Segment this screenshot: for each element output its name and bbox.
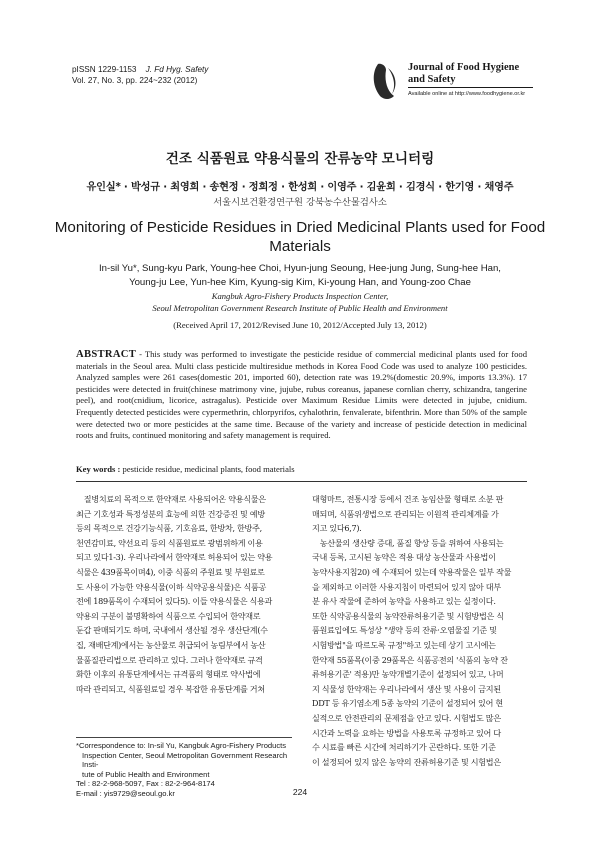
body-text-line: 품원료입에도 특성상 "생약 등의 잔류·오염물질 기준 및 <box>312 625 497 636</box>
affiliation-english <box>60 291 540 314</box>
body-text-line: 농산물의 생산량 증대, 품질 향상 등을 위하여 사용되는 <box>312 537 504 548</box>
body-text-line: 국내 등록, 고시된 농약은 적용 대상 농산물과 사용법이 <box>312 552 496 563</box>
footnote-line: E-mail : yis9729@seoul.go.kr <box>76 788 175 798</box>
logo-divider <box>408 87 533 88</box>
logo-title-line2: and Safety <box>408 74 456 85</box>
body-text-line: 집, 재배단계)에서는 농산물로 취급되어 농림부에서 농산 <box>76 639 266 650</box>
authors-english <box>60 262 540 290</box>
received-dates: (Received April 17, 2012/Revised June 10, 2012/Accepted July 13, 2012) <box>173 320 427 330</box>
affiliation-korean: 서울시보건환경연구원 강북농수산물검사소 <box>213 197 387 208</box>
footnote-line: Inspection Center, Seoul Metropolitan Government Research Insti- <box>82 750 288 770</box>
body-text-line: 또한 식약공용식물의 농약잔류허용기준 및 시험방법은 식 <box>312 610 504 621</box>
keywords-text: pesticide residue, medicinal plants, food materials <box>120 464 295 474</box>
title-korean: 건조 식품원료 약용식물의 잔류농약 모니터링 <box>165 151 435 167</box>
affiliation-english-line2: Seoul Metropolitan Government Research Institute of Public Health and Environment <box>152 302 448 313</box>
footnote-line: *Correspondence to: In-sil Yu, Kangbuk Agro-Fishery Products <box>76 741 287 750</box>
body-text-line: 이 설정되어 있지 않은 농약의 잔류허용기준 및 시험법은 <box>312 756 501 767</box>
body-text-line: 매되며, 식품위생법으로 관리되는 이원적 관리체계를 가 <box>312 508 499 519</box>
body-text-line: 전에 189품목이 수재되어 있다5). 이들 약용식물은 식용과 <box>76 596 273 607</box>
body-text-line: 둔갑 판매되기도 하며, 국내에서 생산될 경우 생산단계(수 <box>76 625 268 636</box>
body-column-right <box>312 492 528 769</box>
body-text-line: 류허용기준' 적용)만 농약개별기준이 설정되어 있고, 나머 <box>312 669 504 680</box>
authors-english-line2: Young-ju Lee, Yun-hee Kim, Kyung-sig Kim, Ki-young Han, and Young-zoo Chae <box>129 277 471 288</box>
volume-line: Vol. 27, No. 3, pp. 224~232 (2012) <box>72 76 198 85</box>
abstract <box>76 349 527 442</box>
body-text-line: 등의 목적으로 건강기능식품, 기호음료, 한방차, 한방주, <box>76 523 262 534</box>
title-english: Monitoring of Pesticide Residues in Dried Medicinal Plants used for Food Materials <box>54 219 546 255</box>
body-text-line: 식물은 439품목이며4), 이중 식품의 주원료 및 부원료로 <box>76 566 265 577</box>
footnote-line: Tel : 82-2-968-5097, Fax : 82-2-964-8174 <box>76 779 215 789</box>
body-text-line: 따라 관리되고, 식품원료일 경우 복잡한 유통단계를 거쳐 <box>76 683 265 694</box>
footnote-line: tute of Public Health and Environment <box>82 769 210 779</box>
body-text-line: 수 시료를 빠른 시간에 처리하기가 곤란하다. 또한 기준 <box>312 742 496 753</box>
body-text-line: DDT 등 유기염소계 5종 농약의 기준이 설정되어 있어 현 <box>312 698 503 709</box>
abstract-text: - This study was performed to investigate the pesticide residue of commercial medicinal plants used for food materials in the Seoul area. Multi class pesticide multiresidue methods in Korea Food Code was used to analyze 100 pesticides. Analyzed samples were 261 cases(domestic 201, imported 60), detection rate was 19.2%(domestic 20.9%, imports 13.3%). 17 pesticides were detected in fruit(chinese matrimony vine, jujube, rubus coreanus, japanese cornlian cherry, schizandra, tangerine peel), and root(cnidium, licorice, astragalus). Pesticide over Maximum Residue Limits were detected in jujube, cnidium. Frequently detected pesticides were cypermethrin, chlorpyrifos, cyhalothrin, fenvalerate, bifenthrin. More than 50% of the sample were detected two or more pesticides at the same time. Because of the variety and increase of pesticide detection in medicinal roots and fruits, continued monitoring and safety management is required. <box>76 349 527 441</box>
body-text-line: 도 사용이 가능한 약용식물(이하 식약공용식물)은 식품공 <box>76 581 267 592</box>
body-text-line: 화한 이후의 유통단계에서는 규격품의 형태로 약사법에 <box>76 669 261 680</box>
journal-citation-header <box>72 64 208 86</box>
body-text-line: 한약재 55품목(이중 29품목은 식품공전의 '식품의 농약 잔 <box>312 654 508 665</box>
journal-abbrev: J. Fd Hyg. Safety <box>145 65 209 74</box>
body-text-line: 질병치료의 목적으로 한약재로 사용되어온 약용식물은 <box>76 494 266 504</box>
section-divider <box>76 481 527 482</box>
body-text-line: 대형마트, 전통시장 등에서 건조 농임산물 형태로 소분 판 <box>312 494 504 504</box>
authors-english-line1: In-sil Yu*, Sung-kyu Park, Young-hee Choi, Hyun-jung Seoung, Hee-jung Jung, Sung-hee Han, <box>99 263 501 274</box>
body-text-line: 지 식물성 한약재는 우리나라에서 생산 및 사용이 금지된 <box>312 683 501 694</box>
body-text-line: 최근 기호성과 특정성분의 효능에 의한 건강증진 및 예방 <box>76 508 265 519</box>
page-number: 224 <box>292 787 308 797</box>
issn: pISSN 1229-1153 <box>72 65 137 74</box>
body-text-line: 시간과 노력을 요하는 방법을 사용토록 규정하고 있어 다 <box>312 727 501 738</box>
abstract-label: ABSTRACT <box>76 349 137 360</box>
body-text-line: 농약사용지침20) 에 수재되어 있는데 약용작물은 일부 작물 <box>312 566 512 577</box>
body-text-line: 약용의 구분이 불명확하여 식품으로 수입되어 한약재로 <box>76 610 261 621</box>
body-column-left <box>76 492 292 696</box>
body-text-line: 되고 있다1-3). 우리나라에서 한약재로 허용되어 있는 약용 <box>76 552 273 563</box>
body-text-line: 시험방법"을 따르도록 규정"하고 있는데 상기 고시에는 <box>312 639 496 650</box>
journal-logo-title <box>408 62 533 86</box>
affiliation-english-line1: Kangbuk Agro-Fishery Products Inspection Center, <box>211 291 389 301</box>
journal-logo <box>370 58 530 114</box>
keywords-label: Key words : <box>76 464 121 474</box>
journal-url: Available online at http://www.foodhygiene.or.kr <box>408 91 526 97</box>
body-text-line: 을 제외하고 이러한 사용지침이 마련되어 있지 않아 대부 <box>312 581 501 592</box>
body-text-line: 실적으로 안전관리의 문제점을 안고 있다. 시험법도 많은 <box>312 712 501 723</box>
body-text-line: 물품질관리법으로 관리하고 있다. 그러나 한약재로 규격 <box>76 654 263 665</box>
body-text-line: 분 유사 작물에 준하여 농약을 사용하고 있는 실정이다. <box>312 596 496 607</box>
journal-logo-icon <box>370 62 400 102</box>
body-text-line: 지고 있다6,7). <box>312 523 362 534</box>
authors-korean: 유인실* · 박성규 · 최영희 · 송현정 · 정희정 · 한성희 · 이영주 · 김윤희 · 김경식 · 한기영 · 채영주 <box>86 182 514 193</box>
keywords <box>76 464 527 474</box>
body-text-line: 천연감미료, 약선요리 등의 식품원료로 광범위하게 이용 <box>76 537 263 548</box>
footnote-divider <box>76 737 292 738</box>
logo-title-line1: Journal of Food Hygiene <box>408 62 520 73</box>
